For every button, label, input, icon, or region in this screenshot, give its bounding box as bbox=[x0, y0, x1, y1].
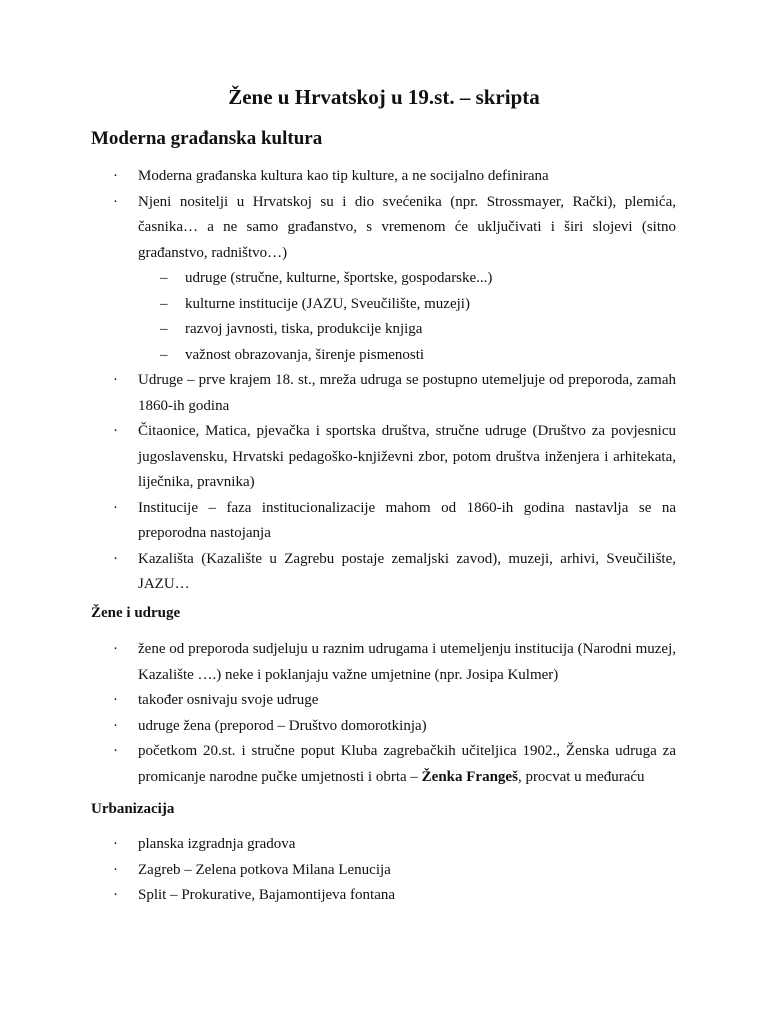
sub-list-item: – kulturne institucije (JAZU, Sveučilište, muzeji) bbox=[138, 292, 676, 318]
list-item: · planska izgradnja gradova bbox=[91, 832, 676, 858]
list-item: · također osnivaju svoje udruge bbox=[91, 688, 676, 714]
list-item: · Čitaonice, Matica, pjevačka i sportska društva, stručne udruge (Društvo za povjesnicu jugoslavensku, Hrvatski pedagoško-književni zbor, potom društva inženjera i arhitekata, liječnika, pravnika) bbox=[91, 419, 676, 496]
bold-name: Ženka Frangeš bbox=[421, 768, 518, 785]
list-item-text: Njeni nositelji u Hrvatskoj su i dio svećenika (npr. Strossmayer, Rački), plemića, časnika… a ne samo građanstvo, s vremenom će uključivati i širi slojevi (sitno građanstvo, radništvo…) bbox=[138, 193, 676, 261]
sub-list-item: – udruge (stručne, kulturne, športske, gospodarske...) bbox=[138, 266, 676, 292]
list-item: · udruge žena (preporod – Društvo domorotkinja) bbox=[91, 714, 676, 740]
section-heading-culture: Moderna građanska kultura bbox=[91, 128, 323, 149]
list-item: · Split – Prokurative, Bajamontijeva fontana bbox=[91, 883, 676, 909]
section-heading-women: Žene i udruge bbox=[91, 605, 181, 621]
list-item: · Moderna građanska kultura kao tip kulture, a ne socijalno definirana bbox=[91, 164, 676, 190]
list-item-text: početkom 20.st. i stručne poput Kluba zagrebačkih učiteljica 1902., Ženska udruga za promicanje narodne pučke umjetnosti i obrta – bbox=[138, 743, 676, 785]
list-item bbox=[91, 739, 676, 790]
women-list bbox=[91, 637, 676, 790]
list-item: · Zagreb – Zelena potkova Milana Lenucija bbox=[91, 858, 676, 884]
list-item-text: , procvat u međuraću bbox=[517, 768, 645, 785]
list-item bbox=[91, 190, 676, 369]
culture-list bbox=[91, 164, 676, 598]
urbanization-list bbox=[91, 832, 676, 909]
sub-list-item: – važnost obrazovanja, širenje pismenosti bbox=[138, 343, 676, 369]
sub-list bbox=[138, 266, 676, 368]
list-item: · Udruge – prve krajem 18. st., mreža udruga se postupno utemeljuje od preporoda, zamah 1860-ih godina bbox=[91, 368, 676, 419]
list-item: · Institucije – faza institucionalizacije mahom od 1860-ih godina nastavlja se na preporodna nastojanja bbox=[91, 496, 676, 547]
list-item: · Kazališta (Kazalište u Zagrebu postaje zemaljski zavod), muzeji, arhivi, Sveučilište, JAZU… bbox=[91, 547, 676, 598]
section-heading-urbanization: Urbanizacija bbox=[91, 801, 175, 817]
sub-list-item: – razvoj javnosti, tiska, produkcije knjiga bbox=[138, 317, 676, 343]
list-item: · žene od preporoda sudjeluju u raznim udrugama i utemeljenju institucija (Narodni muzej, Kazalište ….) neke i poklanjaju važne umjetnine (npr. Josipa Kulmer) bbox=[91, 637, 676, 688]
document-title: Žene u Hrvatskoj u 19.st. – skripta bbox=[228, 85, 540, 109]
